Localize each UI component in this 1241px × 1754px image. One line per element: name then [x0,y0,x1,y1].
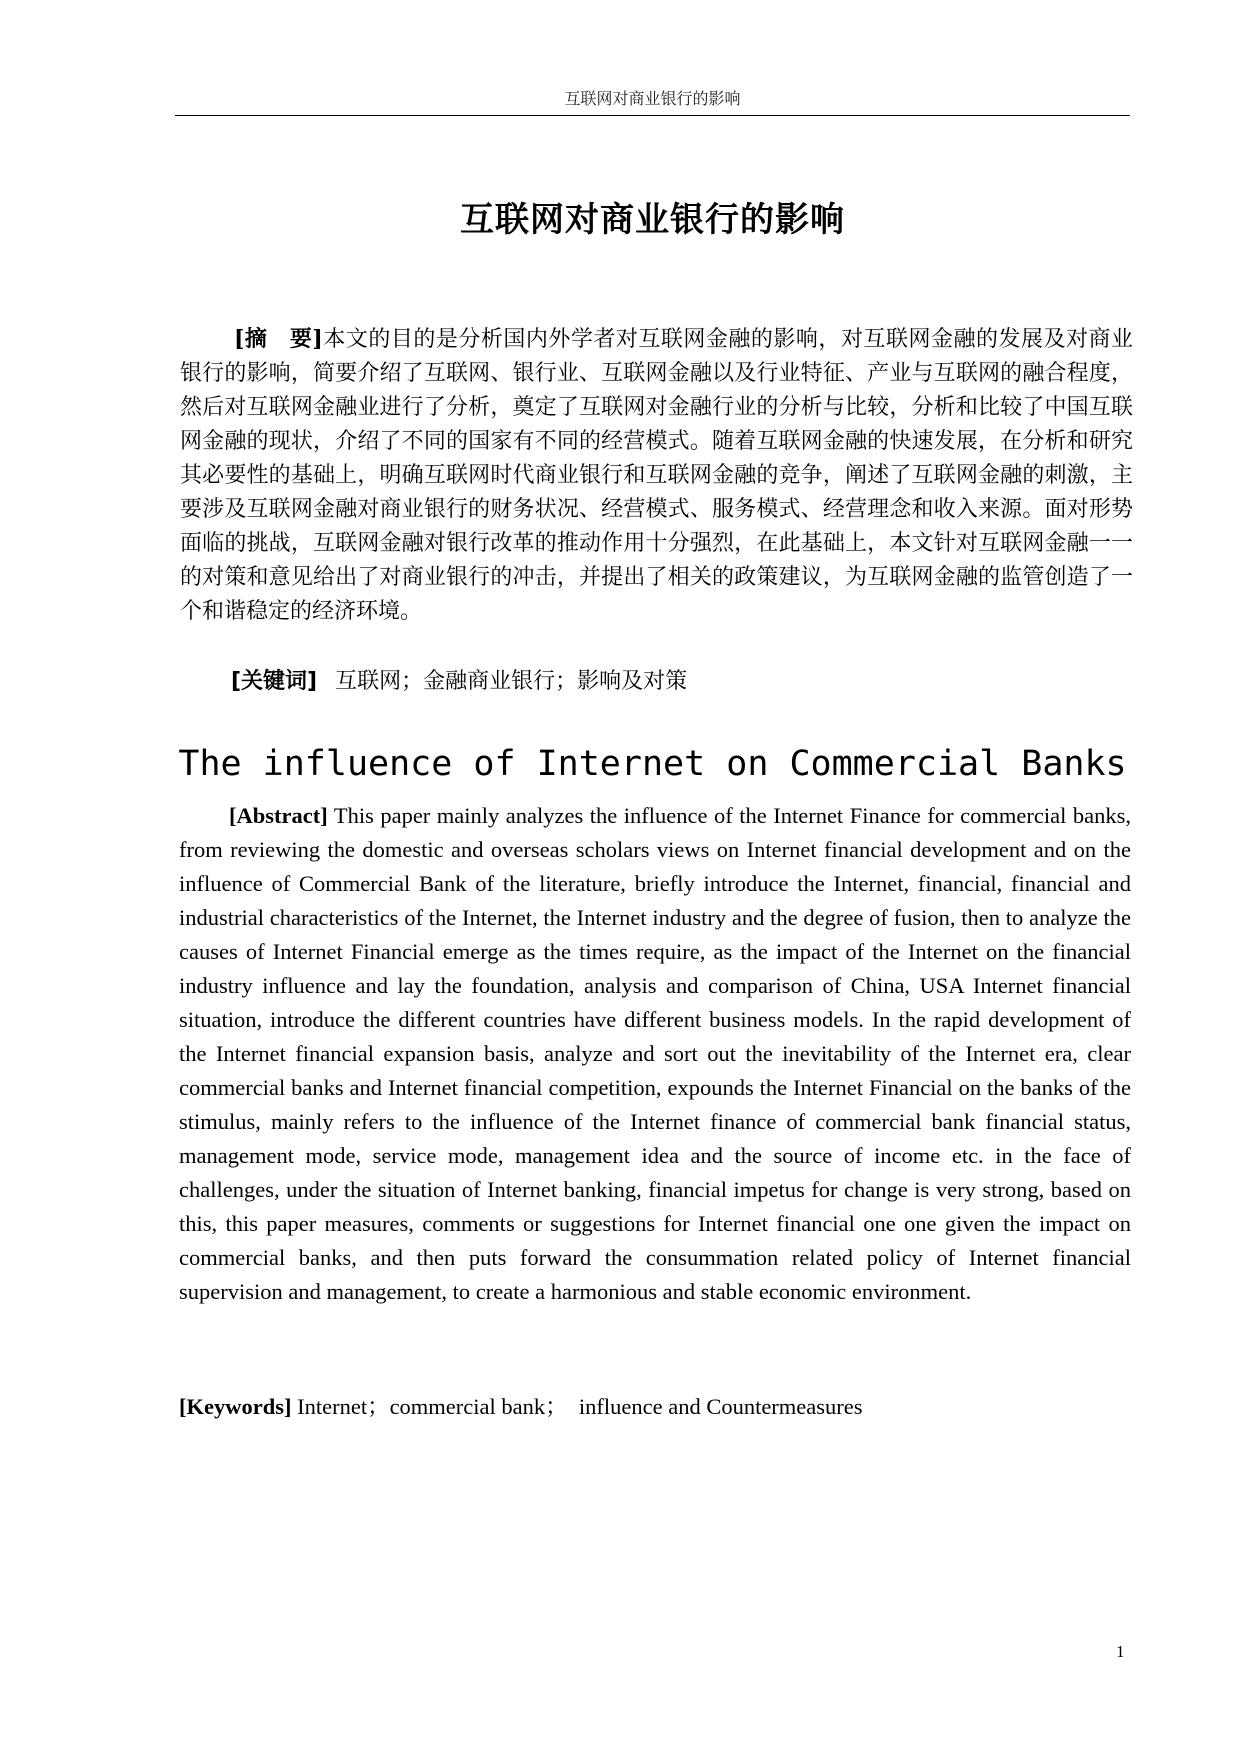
english-keywords [179,1390,863,1424]
chinese-title: 互联网对商业银行的影响 [460,200,845,240]
chinese-abstract-label: [摘 要] [234,326,323,352]
english-keywords-label: [Keywords] [179,1394,292,1419]
header-rule [175,115,1130,116]
chinese-keywords-label: [关键词] [231,669,318,694]
chinese-abstract-text: 本文的目的是分析国内外学者对互联网金融的影响，对互联网金融的发展及对商业银行的影响，简要介绍了互联网、银行业、互联网金融以及行业特征、产业与互联网的融合程度，然后对互联网金融业进行了分析，奠定了互联网对金融行业的分析与比较，分析和比较了中国互联网金融的现状，介绍了不同的国家有不同的经营模式。随着互联网金融的快速发展，在分析和研究其必要性的基础上，明确互联网时代商业银行和互联网金融的竞争，阐述了互联网金融的刺激，主要涉及互联网金融对商业银行的财务状况、经营模式、服务模式、经营理念和收入来源。面对形势面临的挑战，互联网金融对银行改革的推动作用十分强烈，在此基础上，本文针对互联网金融一一的对策和意见给出了对商业银行的冲击，并提出了相关的政策建议，为互联网金融的监管创造了一个和谐稳定的经济环境。 [180,327,1133,624]
english-title: The influence of Internet on Commercial Banks [178,744,1127,784]
english-abstract-label: [Abstract] [229,803,328,828]
chinese-keywords-text: 互联网；金融商业银行；影响及对策 [335,669,688,694]
english-abstract-text: This paper mainly analyzes the influence of the Internet Finance for commercial banks, from reviewing the domestic and overseas scholars views on Internet financial development and on the influence of Commercial Bank of the literature, briefly introduce the Internet, financial, financial and industrial characteristics of the Internet, the Internet industry and the degree of fusion, then to analyze the causes of Internet Financial emerge as the times require, as the impact of the Internet on the financial industry influence and lay the foundation, analysis and comparison of China, USA Internet financial situation, introduce the different countries have different business models. In the rapid development of the Internet financial expansion basis, analyze and sort out the inevitability of the Internet era, clear commercial banks and Internet financial competition, expounds the Internet Financial on the banks of the stimulus, mainly refers to the influence of the Internet finance of commercial bank financial status, management mode, service mode, management idea and the source of income etc. in the face of challenges, under the situation of Internet banking, financial impetus for change is very strong, based on this, this paper measures, comments or suggestions for Internet financial one one given the impact on commercial banks, and then puts forward the consummation related policy of Internet financial supervision and management, to create a harmonious and stable economic environment. [179,803,1131,1304]
chinese-keywords [231,665,687,699]
english-abstract [179,799,1131,1309]
page-number: 1 [1116,1642,1125,1661]
running-header: 互联网对商业银行的影响 [564,89,741,108]
chinese-abstract [180,322,1133,629]
english-keywords-text: Internet；commercial bank； influence and Countermeasures [291,1394,863,1419]
